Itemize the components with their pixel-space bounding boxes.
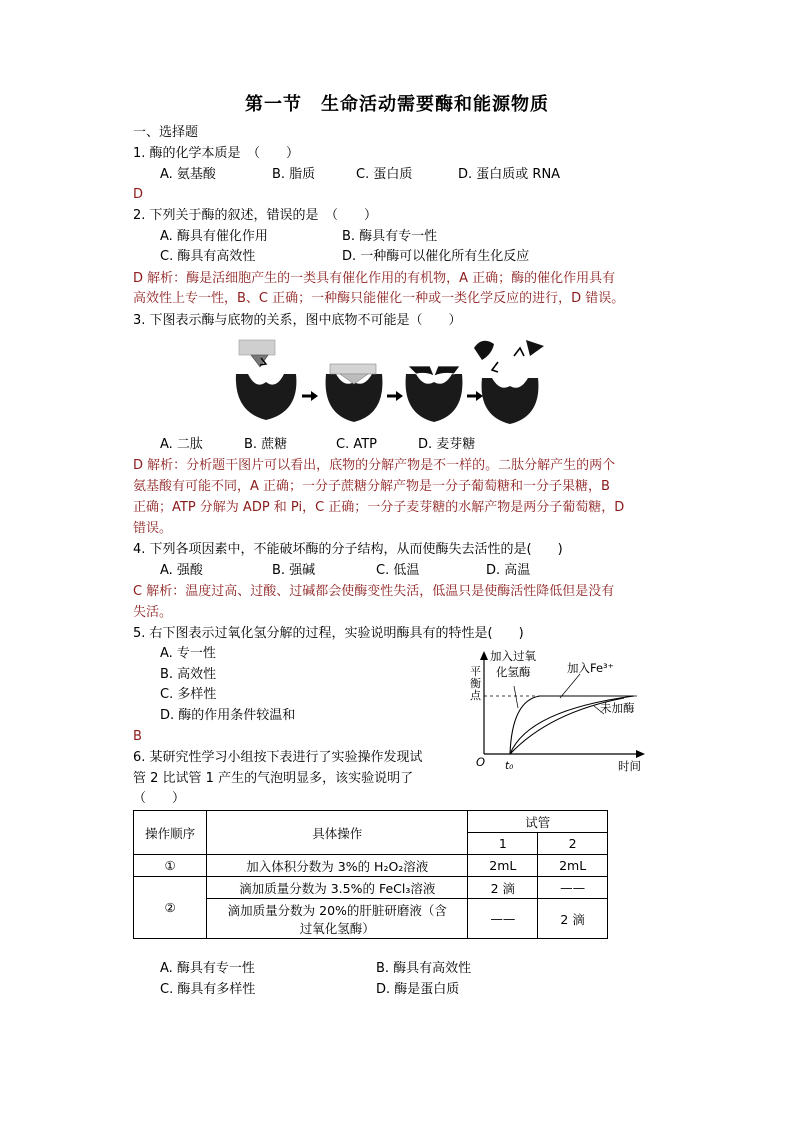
graph-label-no-enzyme: 未加酶: [600, 701, 635, 715]
q6-option-b: B. 酶具有高效性: [376, 961, 472, 976]
q4-option-d: D. 高温: [486, 563, 531, 578]
q6-stem-line: （ ）: [133, 791, 186, 806]
table-row: [134, 877, 608, 899]
table-header-order: 操作顺序: [134, 811, 207, 855]
q3-explanation-line: 错误。: [133, 521, 173, 536]
q5-option-b: B. 高效性: [160, 667, 217, 682]
table-cell: 2mL: [538, 855, 608, 877]
experiment-table: [133, 810, 608, 939]
q6-option-c: C. 酶具有多样性: [160, 982, 256, 997]
q3-explanation-line: D 解析：分析题干图片可以看出，底物的分解产物是不一样的。二肽分解产生的两个: [133, 458, 616, 473]
graph-t0-label: t₀: [505, 760, 514, 772]
q1-answer: D: [133, 187, 144, 202]
q1-option-c: C. 蛋白质: [356, 167, 413, 182]
q5-option-d: D. 酶的作用条件较温和: [160, 708, 296, 723]
q6-option-d: D. 酶是蛋白质: [376, 982, 460, 997]
table-cell: [207, 899, 468, 939]
q4-option-b: B. 强碱: [272, 563, 316, 578]
q6-stem-line: 6. 某研究性学习小组按下表进行了实验操作发现试: [133, 750, 423, 765]
q4-explanation-line: 失活。: [133, 605, 173, 620]
q3-explanation-line: 氨基酸有可能不同，A 正确；一分子蔗糖分解产物是一分子葡萄糖和一分子果糖，B: [133, 479, 610, 494]
section-heading: 一、选择题: [133, 125, 199, 140]
q4-option-c: C. 低温: [376, 563, 420, 578]
q2-stem: 2. 下列关于酶的叙述，错误的是 （ ）: [133, 208, 378, 223]
q3-option-c: C. ATP: [336, 437, 378, 452]
table-cell: ——: [468, 899, 538, 939]
graph-origin-label: O: [476, 755, 486, 769]
table-header-tube: 试管: [468, 811, 608, 833]
table-header-tube-2: 2: [538, 833, 608, 855]
q2-option-c: C. 酶具有高效性: [160, 249, 256, 264]
page-title: 第一节 生命活动需要酶和能源物质: [245, 94, 549, 115]
q5-answer: B: [133, 729, 142, 744]
q5-stem: 5. 右下图表示过氧化氢分解的过程，实验说明酶具有的特性是( ): [133, 626, 524, 641]
table-cell: ——: [538, 877, 608, 899]
table-cell: 2mL: [468, 855, 538, 877]
q5-option-c: C. 多样性: [160, 687, 217, 702]
table-cell-line: 滴加质量分数为 20%的肝脏研磨液（含: [227, 902, 447, 918]
q6-option-a: A. 酶具有专一性: [160, 961, 255, 976]
q6-stem-line: 管 2 比试管 1 产生的气泡明显多，该实验说明了: [133, 771, 414, 786]
q3-option-a: A. 二肽: [160, 437, 203, 452]
table-cell-line: 过氧化氢酶）: [299, 920, 375, 936]
graph-label-enzyme: 化氢酶: [496, 665, 531, 679]
q2-option-a: A. 酶具有催化作用: [160, 229, 268, 244]
q3-explanation-line: 正确；ATP 分解为 ADP 和 Pi，C 正确；一分子麦芽糖的水解产物是两分子葡萄糖，D: [133, 500, 625, 515]
q1-option-a: A. 氨基酸: [160, 167, 216, 182]
q3-stem: 3. 下图表示酶与底物的关系，图中底物不可能是（ ）: [133, 313, 462, 328]
table-row: [134, 855, 608, 877]
table-cell: 加入体积分数为 3%的 H₂O₂溶液: [207, 855, 468, 877]
q1-option-d: D. 蛋白质或 RNA: [458, 167, 561, 182]
q2-explanation-line: D 解析：酶是活细胞产生的一类具有催化作用的有机物，A 正确；酶的催化作用具有: [133, 271, 616, 286]
q4-stem: 4. 下列各项因素中，不能破坏酶的分子结构，从而使酶失去活性的是( ): [133, 542, 563, 557]
q1-stem: 1. 酶的化学本质是 （ ）: [133, 146, 300, 161]
table-cell: ②: [134, 877, 207, 939]
table-cell: 2 滴: [468, 877, 538, 899]
q3-option-b: B. 蔗糖: [244, 437, 288, 452]
graph-label-enzyme: 加入过氧: [490, 649, 536, 663]
q2-option-d: D. 一种酶可以催化所有生化反应: [342, 249, 530, 264]
q3-option-d: D. 麦芽糖: [418, 437, 476, 452]
q4-explanation-line: C 解析：温度过高、过酸、过碱都会使酶变性失活，低温只是使酶活性降低但是没有: [133, 584, 615, 599]
q2-explanation-line: 高效性上专一性，B、C 正确；一种酶只能催化一种或一类化学反应的进行，D 错误。: [133, 291, 625, 306]
q5-option-a: A. 专一性: [160, 646, 216, 661]
table-cell: ①: [134, 855, 207, 877]
table-cell: 滴加质量分数为 3.5%的 FeCl₃溶液: [207, 877, 468, 899]
q4-option-a: A. 强酸: [160, 563, 203, 578]
table-cell: 2 滴: [538, 899, 608, 939]
enzyme-substrate-diagram: [230, 334, 550, 428]
graph-label-fe: 加入Fe³⁺: [567, 661, 614, 675]
q2-option-b: B. 酶具有专一性: [342, 229, 438, 244]
table-header-tube-1: 1: [468, 833, 538, 855]
graph-x-label: 时间: [618, 759, 641, 773]
q1-option-b: B. 脂质: [272, 167, 316, 182]
table-header-operation: 具体操作: [207, 811, 468, 855]
graph-y-label: 平衡点: [470, 665, 481, 702]
